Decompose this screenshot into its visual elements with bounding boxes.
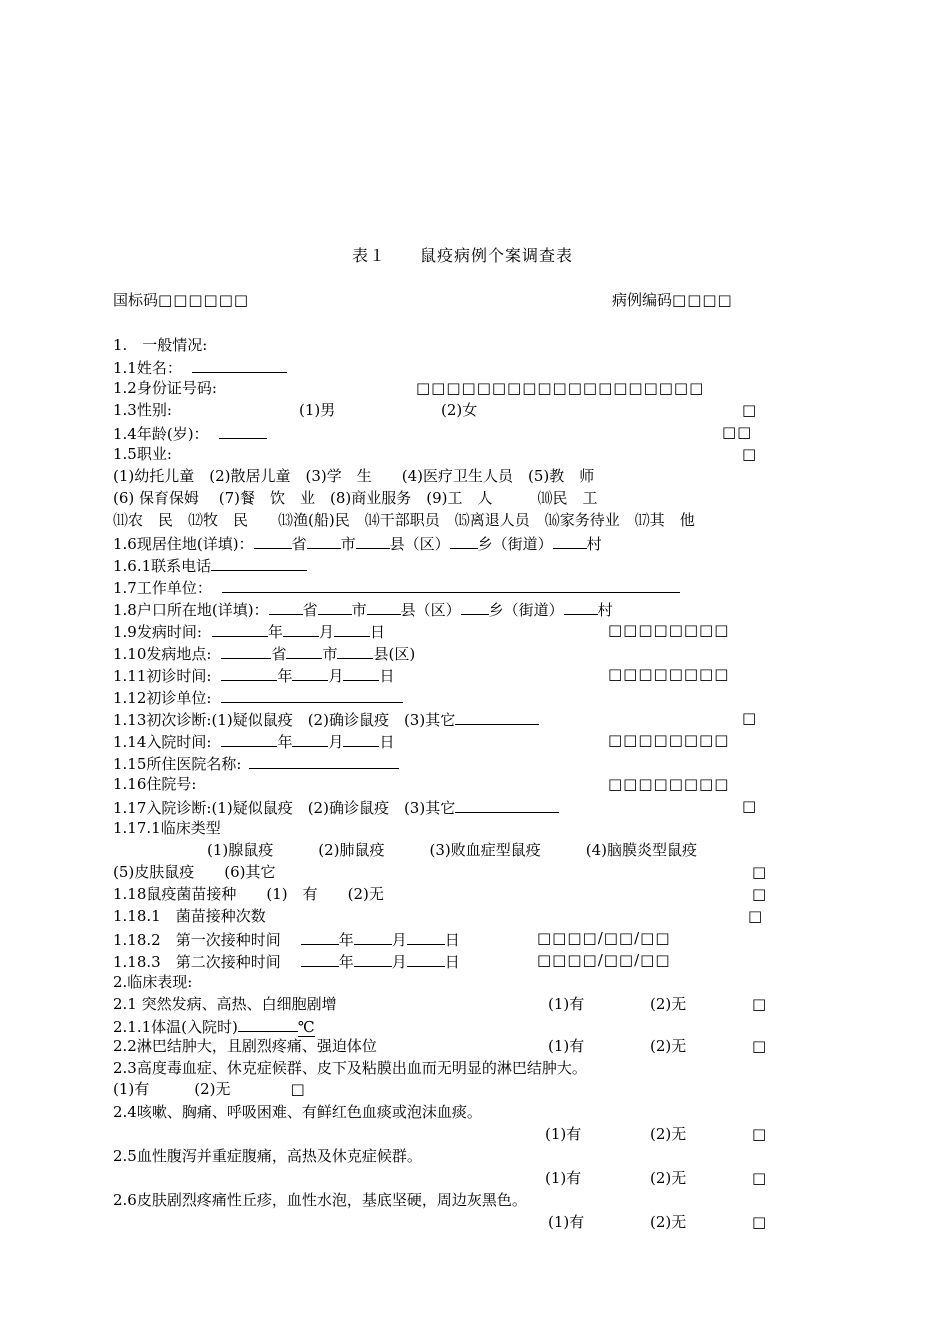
cough-yes: (1)有 [545, 1125, 582, 1143]
sudden-onset-no: (2)无 [650, 995, 687, 1013]
phone-blank[interactable] [211, 555, 307, 571]
vaccination-row: 1.18鼠疫菌苗接种 (1) 有 (2)无 [113, 885, 384, 903]
hospital-name-label: 1.15所住医院名称: [113, 755, 242, 773]
household-row [113, 599, 613, 619]
workplace-label: 1.7工作单位： [113, 579, 212, 597]
occupation-label: 1.5职业: [113, 445, 172, 463]
household-province-blank[interactable] [269, 599, 303, 615]
onset-date-boxes[interactable]: □□□□□□□□ [608, 621, 730, 639]
admission-diagnosis-other-blank[interactable] [455, 797, 559, 813]
admission-diagnosis-box[interactable]: □ [742, 797, 758, 815]
occupation-box[interactable]: □ [742, 445, 758, 463]
year-label: 年 [267, 623, 283, 641]
admission-diagnosis-row [113, 797, 559, 817]
second-vaccination-label: 1.18.3 第二次接种时间 [113, 953, 281, 971]
form-title: 表１ 鼠疫病例个案调查表 [352, 246, 574, 265]
skin-papule-box[interactable]: □ [752, 1213, 768, 1231]
admission-month-blank[interactable] [292, 731, 328, 747]
onset-date-row [113, 621, 385, 641]
case-code-label: 病例编码 [612, 291, 673, 309]
first-vaccination-month-blank[interactable] [354, 929, 392, 945]
skin-papule-yes: (1)有 [548, 1213, 585, 1231]
toxemia-options[interactable]: (1)有 (2)无 □ [113, 1080, 305, 1098]
lymph-swelling-no: (2)无 [650, 1037, 687, 1055]
vaccination-count-label: 1.18.1 菌苗接种次数 [113, 907, 266, 925]
inpatient-number-boxes[interactable]: □□□□□□□□ [608, 775, 730, 793]
onset-city-blank[interactable] [286, 643, 322, 659]
month-label: 月 [328, 667, 344, 685]
first-visit-date-boxes[interactable]: □□□□□□□□ [608, 665, 730, 683]
first-vaccination-boxes[interactable]: □□□□/□□/□□ [537, 929, 671, 947]
national-code-field [113, 291, 249, 309]
sex-box[interactable]: □ [742, 401, 758, 419]
residence-county-blank[interactable] [356, 533, 390, 549]
first-visit-unit-row [113, 687, 403, 707]
admission-date-boxes[interactable]: □□□□□□□□ [608, 731, 730, 749]
month-label: 月 [328, 733, 344, 751]
city-label: 市 [340, 535, 356, 553]
village-label: 村 [597, 601, 613, 619]
vaccination-count-box[interactable]: □ [748, 907, 764, 925]
phone-row [113, 555, 307, 575]
workplace-row [113, 577, 680, 597]
county-label: 县（区） [389, 535, 450, 553]
cough-label: 2.4咳嗽、胸痛、呼吸困难、有鲜红色血痰或泡沫血痰。 [113, 1103, 482, 1121]
province-label: 省 [291, 535, 307, 553]
national-code-label: 国标码 [113, 291, 159, 309]
city-label: 市 [351, 601, 367, 619]
cough-no: (2)无 [650, 1125, 687, 1143]
sudden-onset-yes: (1)有 [548, 995, 585, 1013]
year-label: 年 [338, 931, 354, 949]
occupation-options-row1: (1)幼托儿童 (2)散居儿童 (3)学 生 (4)医疗卫生人员 (5)教 师 [113, 467, 595, 485]
province-label: 省 [302, 601, 318, 619]
province-label: 省 [271, 645, 287, 663]
admission-date-row [113, 731, 395, 751]
clinical-type-options-row2: (5)皮肤鼠疫 (6)其它 [113, 863, 276, 881]
residence-province-blank[interactable] [254, 533, 292, 549]
initial-diagnosis-label: 1.13初次诊断: [113, 711, 212, 729]
section-general: 1. 一般情况: [113, 336, 208, 354]
month-label: 月 [391, 931, 407, 949]
onset-date-label: 1.9发病时间: [113, 623, 202, 641]
diarrhea-box[interactable]: □ [752, 1169, 768, 1187]
admission-diagnosis-label: 1.17入院诊断: [113, 799, 212, 817]
onset-day-blank[interactable] [334, 621, 370, 637]
initial-diagnosis-box[interactable]: □ [742, 709, 758, 727]
clinical-type-label: 1.17.1临床类型 [113, 819, 221, 837]
occupation-options-row2: (6) 保育保姆 (7)餐 饮 业 (8)商业服务 (9)工 人 ⑽民 工 [113, 489, 598, 507]
household-town-blank[interactable] [461, 599, 489, 615]
skin-papule-label: 2.6皮肤剧烈疼痛性丘疹，血性水泡，基底坚硬，周边灰黑色。 [113, 1191, 527, 1209]
vaccination-box[interactable]: □ [752, 885, 768, 903]
lymph-swelling-label: 2.2淋巴结肿大，且剧烈疼痛、强迫体位 [113, 1037, 377, 1055]
occupation-options-row3: ⑾农 民 ⑿牧 民 ⒀渔(船)民 ⒁干部职员 ⒂离退人员 ⒃家务待业 ⒄其 他 [113, 511, 695, 529]
city-label: 市 [322, 645, 338, 663]
village-label: 村 [586, 535, 602, 553]
first-visit-month-blank[interactable] [292, 665, 328, 681]
diarrhea-label: 2.5血性腹泻并重症腹痛，高热及休克症候群。 [113, 1147, 422, 1165]
onset-place-row [113, 643, 415, 663]
hospital-name-row [113, 753, 399, 773]
initial-diagnosis-options: (1)疑似鼠疫 (2)确诊鼠疫 (3)其它 [211, 711, 456, 729]
sex-label: 1.3性别: [113, 401, 172, 419]
year-label: 年 [277, 733, 293, 751]
age-blank[interactable] [219, 423, 267, 439]
diarrhea-yes: (1)有 [545, 1169, 582, 1187]
first-vaccination-day-blank[interactable] [407, 929, 445, 945]
residence-row [113, 533, 602, 553]
month-label: 月 [318, 623, 334, 641]
toxemia-label: 2.3高度毒血症、休克症候群、皮下及粘膜出血而无明显的淋巴结肿大。 [113, 1059, 587, 1077]
onset-province-blank[interactable] [221, 643, 271, 659]
household-county-blank[interactable] [367, 599, 401, 615]
workplace-blank[interactable] [222, 577, 680, 593]
id-number-label: 1.2身份证号码: [113, 379, 217, 397]
second-vaccination-day-blank[interactable] [407, 951, 445, 967]
lymph-swelling-box[interactable]: □ [752, 1037, 768, 1055]
name-row [113, 357, 287, 377]
year-label: 年 [338, 953, 354, 971]
first-visit-unit-blank[interactable] [221, 687, 403, 703]
initial-diagnosis-row [113, 709, 539, 729]
month-label: 月 [391, 953, 407, 971]
household-label: 1.8户口所在地(详填)： [113, 601, 269, 619]
clinical-type-box[interactable]: □ [752, 863, 768, 881]
temperature-label: 2.1.1体温(入院时) [113, 1018, 238, 1036]
onset-county-blank[interactable] [337, 643, 373, 659]
second-vaccination-row [113, 951, 460, 971]
name-blank[interactable] [192, 357, 287, 373]
temperature-blank[interactable] [238, 1016, 298, 1032]
age-label: 1.4年龄(岁)： [113, 425, 209, 443]
household-city-blank[interactable] [318, 599, 352, 615]
first-visit-unit-label: 1.12初诊单位: [113, 689, 212, 707]
first-visit-year-blank[interactable] [221, 665, 277, 681]
sudden-onset-label: 2.1 突然发病、高热、白细胞剧增 [113, 995, 337, 1013]
admission-date-label: 1.14入院时间: [113, 733, 212, 751]
age-boxes[interactable]: □□ [722, 423, 753, 441]
cough-box[interactable]: □ [752, 1125, 768, 1143]
day-label: 日 [444, 953, 460, 971]
day-label: 日 [369, 623, 385, 641]
household-village-blank[interactable] [564, 599, 598, 615]
admission-day-blank[interactable] [343, 731, 379, 747]
diarrhea-no: (2)无 [650, 1169, 687, 1187]
first-visit-day-blank[interactable] [343, 665, 379, 681]
lymph-swelling-yes: (1)有 [548, 1037, 585, 1055]
section-clinical: 2.临床表现: [113, 973, 193, 991]
second-vaccination-year-blank[interactable] [301, 951, 339, 967]
second-vaccination-boxes[interactable]: □□□□/□□/□□ [537, 951, 671, 969]
town-label: 乡（街道） [477, 535, 553, 553]
temperature-row [113, 1016, 315, 1036]
day-label: 日 [379, 733, 395, 751]
phone-label: 1.6.1联系电话 [113, 557, 212, 575]
age-row [113, 423, 267, 443]
county-label: 县（区） [400, 601, 461, 619]
first-vaccination-year-blank[interactable] [301, 929, 339, 945]
town-label: 乡（街道） [488, 601, 564, 619]
case-code-boxes[interactable]: □□□□ [672, 291, 733, 309]
residence-label: 1.6现居住地(详填)： [113, 535, 254, 553]
onset-month-blank[interactable] [283, 621, 319, 637]
national-code-boxes[interactable]: □□□□□□ [158, 291, 250, 309]
first-visit-date-label: 1.11初诊时间: [113, 667, 212, 685]
sex-option-female: (2)女 [441, 401, 478, 419]
celsius-unit: ℃ [297, 1018, 315, 1036]
first-visit-date-row [113, 665, 395, 685]
initial-diagnosis-other-blank[interactable] [455, 709, 539, 725]
residence-city-blank[interactable] [307, 533, 341, 549]
clinical-type-options-row1: (1)腺鼠疫 (2)肺鼠疫 (3)败血症型鼠疫 (4)脑膜炎型鼠疫 [207, 841, 697, 859]
first-vaccination-label: 1.18.2 第一次接种时间 [113, 931, 281, 949]
onset-year-blank[interactable] [212, 621, 268, 637]
admission-year-blank[interactable] [221, 731, 277, 747]
inpatient-number-label: 1.16住院号: [113, 775, 197, 793]
hospital-name-blank[interactable] [249, 753, 399, 769]
name-label: 1.1姓名： [113, 359, 182, 377]
sudden-onset-box[interactable]: □ [752, 995, 768, 1013]
first-vaccination-row [113, 929, 460, 949]
day-label: 日 [444, 931, 460, 949]
second-vaccination-month-blank[interactable] [354, 951, 392, 967]
id-number-boxes[interactable]: □□□□□□□□□□□□□□□□□□□ [416, 379, 705, 397]
day-label: 日 [379, 667, 395, 685]
skin-papule-no: (2)无 [650, 1213, 687, 1231]
county-label: 县(区) [373, 645, 416, 663]
residence-village-blank[interactable] [553, 533, 587, 549]
year-label: 年 [277, 667, 293, 685]
case-code-field [612, 291, 733, 309]
sex-option-male: (1)男 [299, 401, 336, 419]
residence-town-blank[interactable] [450, 533, 478, 549]
admission-diagnosis-options: (1)疑似鼠疫 (2)确诊鼠疫 (3)其它 [211, 799, 456, 817]
onset-place-label: 1.10发病地点: [113, 645, 212, 663]
